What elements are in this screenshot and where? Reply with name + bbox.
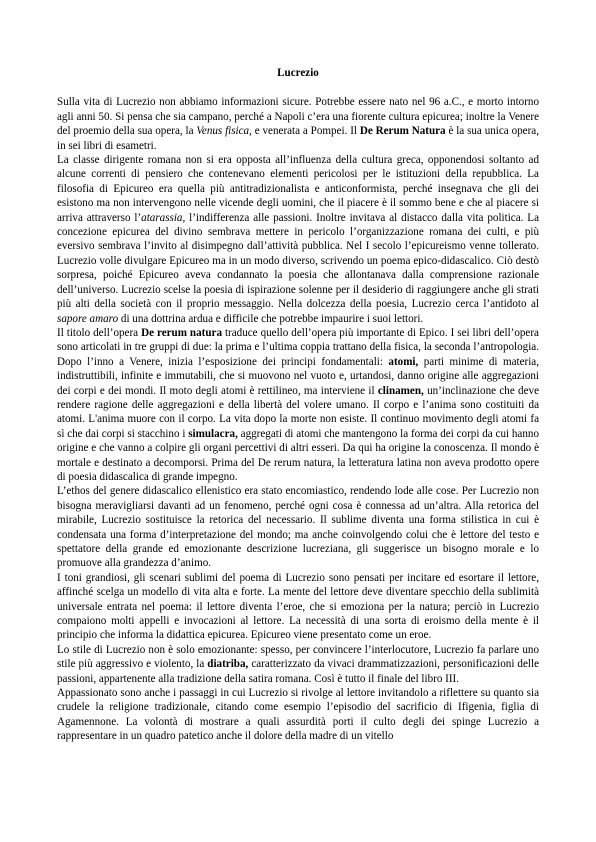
- text-run: l’indifferenza alle passioni. Inoltre invitava al distacco dalla vita politica. La concezione epicurea del divino sembrava mettere in pericolo l’organizzazione romana dei culti, e più eversivo sembrava l’invito al disimpegno dall’attività pubblica. Nel I secolo l’epicureismo venne tollerato. Lucrezio volle divulgare Epicureo ma in un modo diverso, scrivendo un poema epico-didascalico. Ciò destò sorpresa, poiché Epicureo aveva condannato la poesia che allontanava dalla comprensione razionale dell’universo. Lucrezio scelse la poesia di ispirazione solenne per il desiderio di raggiungere anche gli strati più alti della società con il proprio messaggio. Nella dolcezza della poesia, Lucrezio cerca l’antidoto al: [57, 211, 539, 311]
- text-run: Lo stile di Lucrezio non è solo emozionante: spesso, per convincere l’interlocutore, Lucrezio fa parlare uno stile più aggressivo e violento, la: [57, 643, 539, 671]
- document-body: [57, 95, 539, 743]
- paragraph: [57, 686, 539, 744]
- paragraph: [57, 326, 539, 484]
- text-run: Appassionato sono anche i passaggi in cui Lucrezio si rivolge al lettore invitandolo a riflettere su quanto sia crudele la religione tradizionale, citando come esempio l’episodio del sacrificio di Ifigenia, figlia di Agamennone. La volontà di mostrare a quali assurdità porti il culto degli dei spinge Lucrezio a rappresentare in un quadro patetico anche il dolore della madre di un vitello: [57, 687, 539, 743]
- italic-term: sapore amaro: [57, 312, 119, 325]
- text-run: un’inclinazione che deve rendere ragione delle aggregazioni e della libertà del volere umano. Il corpo e l’anima sono costituiti da atomi. L'anima muore con il corpo. La vita dopo la morte non esiste. Il continuo movimento degli atomi fa sì che dai corpi si stacchino i: [57, 384, 539, 440]
- document-page: [57, 66, 539, 744]
- bold-term: De Rerum Natura: [359, 125, 446, 138]
- paragraph: [57, 153, 539, 326]
- text-run: aggregati di atomi che mantengono la forma dei corpi da cui hanno origine e che vanno a colpire gli organi percettivi di altri esseri. Da qui ha origine la conoscenza. Il mondo è mortale e destinato a decomporsi. Prima del De rerum natura, la letteratura latina non aveva prodotto opere di poesia didascalica di grande impegno.: [57, 427, 539, 483]
- text-run: parti minime di materia, indistruttibili, infinite e immutabili, che si muovono nel vuoto e, urtandosi, danno origine alle aggregazioni dei corpi e dei mondi. Il moto degli atomi è rettilineo, ma interviene il: [57, 355, 540, 397]
- text-run: è la sua unica opera, in sei libri di esametri.: [57, 125, 539, 152]
- paragraph: [57, 95, 539, 153]
- italic-term: atarassia,: [141, 211, 186, 224]
- paragraph: [57, 571, 539, 643]
- text-run: di una dottrina ardua e difficile che potrebbe impaurire i suoi lettori.: [118, 312, 424, 325]
- bold-term: clinamen,: [377, 384, 424, 397]
- bold-term: simulacra,: [188, 427, 238, 440]
- text-run: Il titolo dell’opera: [57, 326, 142, 339]
- bold-term: De rerum natura: [141, 326, 222, 339]
- text-run: e venerata a Pompei. Il: [251, 125, 360, 138]
- paragraph: [57, 484, 539, 570]
- italic-term: Venus fisica,: [196, 125, 252, 138]
- bold-term: atomi,: [388, 355, 419, 368]
- text-run: traduce quello dell’opera più importante di Epico. I sei libri dell’opera sono articolati in tre gruppi di due: la prima e l’ultima coppia trattano della fisica, la seconda l’antropologia. Dopo l’inno a Venere, inizia l’esposizione dei principi fondamentali:: [57, 326, 539, 368]
- text-run: I toni grandiosi, gli scenari sublimi del poema di Lucrezio sono pensati per incitare ed esortare il lettore, affinché scelga un modello di vita alta e forte. La mente del lettore deve diventare specchio della sublimità universale entrata nel poema: il lettore diventa l’eroe, che si emoziona per la natura; perciò in Lucrezio compaiono molti appelli e invocazioni al lettore. La necessità di una sorta di eroismo della mente è il principio che informa la didattica epicurea. Epicureo viene presentato come un eroe.: [57, 571, 539, 642]
- text-run: Sulla vita di Lucrezio non abbiamo informazioni sicure. Potrebbe essere nato nel 96 a.C., e morto intorno agli anni 50. Si pensa che sia campano, perché a Napoli c’era una fiorente cultura epicurea; inoltre la Venere del proemio della sua opera, la: [57, 96, 539, 138]
- paragraph: [57, 643, 539, 686]
- bold-term: diatriba,: [207, 658, 249, 671]
- text-run: La classe dirigente romana non si era opposta all’influenza della cultura greca, opponendosi soltanto ad alcune correnti di pensiero che contenevano elementi pericolosi per le istituzioni della repubblica. La filosofia di Epicureo era quella più antitradizionalista e anticonformista, perché insegnava che gli dei esistono ma non intervengono nelle vicende degli uomini, che il piacere è il sommo bene e che al piacere si arriva attraverso l’: [57, 154, 539, 224]
- document-title: Lucrezio: [277, 67, 319, 79]
- text-run: caratterizzato da vivaci drammatizzazioni, personificazioni delle passioni, appartenente alla tradizione della satira romana. Così è tutto il finale del libro III.: [57, 658, 539, 685]
- text-run: L’ethos del genere didascalico ellenistico era stato encomiastico, rendendo lode alle cose. Per Lucrezio non bisogna meravigliarsi davanti ad un fenomeno, perché ogni cosa è connessa ad un’altra. Alla retorica del mirabile, Lucrezio sostituisce la retorica del necessario. Il sublime diventa una forma stilistica in cui è condensata una forma d’interpretazione del mondo; ma anche coinvolgendo colui che è lettore del testo e spettatore della grande ed emozionante descrizione lucreziana, gli suggerisce un bisogno morale e lo promuove alla grandezza d’animo.: [57, 485, 539, 570]
